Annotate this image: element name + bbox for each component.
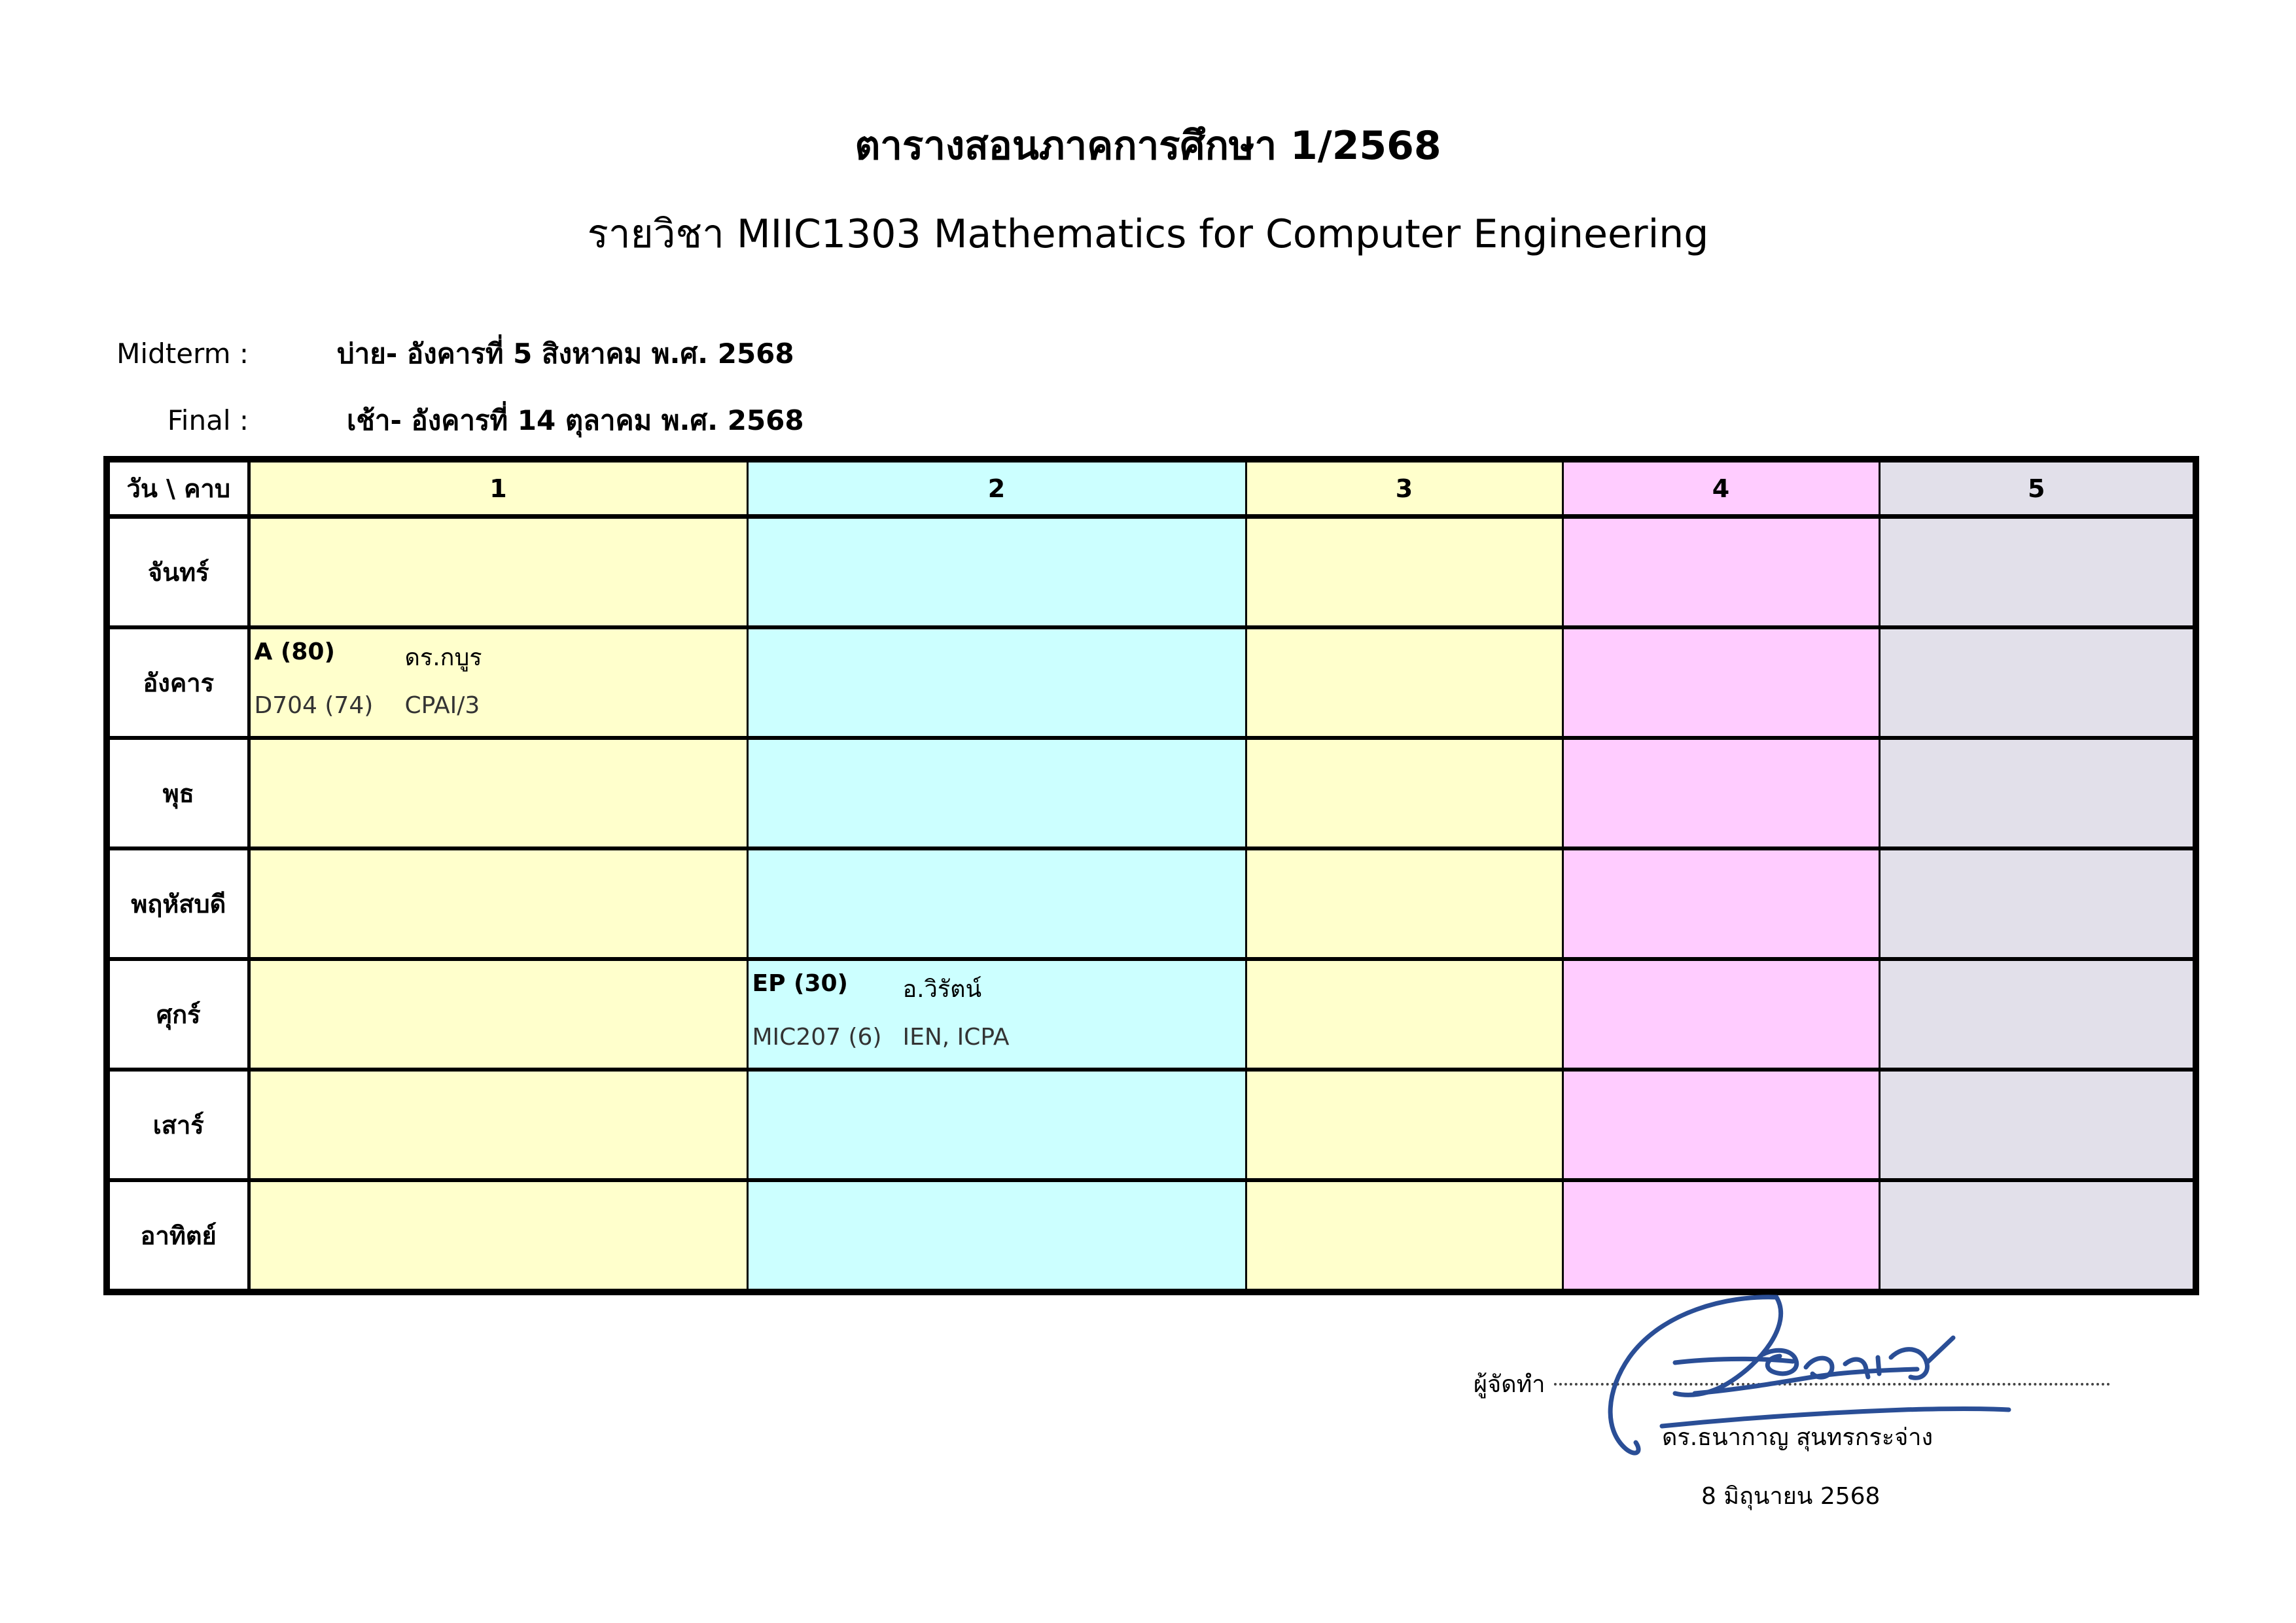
slot-cell (1246, 627, 1563, 738)
slot-cell (1879, 1070, 2196, 1180)
section-label: A (80) (254, 638, 335, 665)
day-label: พุธ (107, 738, 249, 848)
period-header-4: 4 (1563, 459, 1879, 517)
slot-cell (747, 1180, 1246, 1292)
slot-cell (747, 738, 1246, 848)
schedule-title: ตารางสอนภาคการศึกษา 1/2568 (855, 123, 1441, 169)
slot-cell (1563, 1180, 1879, 1292)
prepared-by-label: ผู้จัดทำ (1474, 1371, 1545, 1398)
course-title: รายวิชา MIIC1303 Mathematics for Computer Engineering (587, 211, 1709, 257)
day-row-saturday (107, 1070, 2196, 1180)
slot-cell (249, 1180, 747, 1292)
class-entry (749, 961, 1245, 1068)
slot-cell-fri-p2 (747, 959, 1246, 1070)
slot-cell (1879, 738, 2196, 848)
day-label: จันทร์ (107, 517, 249, 628)
program-label: IEN, ICPA (902, 1024, 1010, 1051)
slot-cell (1246, 517, 1563, 628)
day-label: ศุกร์ (107, 959, 249, 1070)
final-label: Final : (167, 404, 249, 436)
slot-cell (249, 1070, 747, 1180)
corner-header: วัน \ คาบ (107, 459, 249, 517)
signature-date: 8 มิถุนายน 2568 (1701, 1483, 1881, 1510)
slot-cell (1879, 959, 2196, 1070)
period-header-5: 5 (1879, 459, 2196, 517)
slot-cell (747, 517, 1246, 628)
program-label: CPAI/3 (404, 692, 480, 719)
timetable (103, 456, 2199, 1295)
day-row-friday (107, 959, 2196, 1070)
signer-name: ดร.ธนากาญ สุนทรกระจ่าง (1662, 1424, 1934, 1451)
day-label: อาทิตย์ (107, 1180, 249, 1292)
day-row-monday (107, 517, 2196, 628)
day-row-tuesday (107, 627, 2196, 738)
day-row-thursday (107, 848, 2196, 959)
slot-cell (1563, 517, 1879, 628)
midterm-date: บ่าย- อังคารที่ 5 สิงหาคม พ.ศ. 2568 (337, 338, 794, 370)
slot-cell (1246, 738, 1563, 848)
final-date: เช้า- อังคารที่ 14 ตุลาคม พ.ศ. 2568 (347, 404, 804, 436)
teacher-name: ดร.กบูร (404, 644, 482, 671)
slot-cell (1563, 627, 1879, 738)
period-header-row (107, 459, 2196, 517)
room-label: MIC207 (6) (752, 1024, 882, 1051)
slot-cell (249, 848, 747, 959)
room-label: D704 (74) (254, 692, 374, 719)
slot-cell-tue-p1 (249, 627, 747, 738)
handwritten-signature (1597, 1285, 2028, 1462)
day-label: อังคาร (107, 627, 249, 738)
slot-cell (1246, 848, 1563, 959)
slot-cell (1563, 1070, 1879, 1180)
day-row-wednesday (107, 738, 2196, 848)
slot-cell (747, 1070, 1246, 1180)
slot-cell (1879, 848, 2196, 959)
day-label: เสาร์ (107, 1070, 249, 1180)
midterm-label: Midterm : (116, 338, 249, 370)
slot-cell (249, 517, 747, 628)
slot-cell (1879, 627, 2196, 738)
slot-cell (1879, 517, 2196, 628)
period-header-1: 1 (249, 459, 747, 517)
slot-cell (1246, 1180, 1563, 1292)
slot-cell (747, 848, 1246, 959)
slot-cell (1879, 1180, 2196, 1292)
period-header-3: 3 (1246, 459, 1563, 517)
slot-cell (1563, 848, 1879, 959)
slot-cell (1563, 959, 1879, 1070)
day-label: พฤหัสบดี (107, 848, 249, 959)
slot-cell (249, 738, 747, 848)
slot-cell (1246, 1070, 1563, 1180)
class-entry (251, 629, 747, 736)
day-row-sunday (107, 1180, 2196, 1292)
period-header-2: 2 (747, 459, 1246, 517)
slot-cell (1563, 738, 1879, 848)
slot-cell (249, 959, 747, 1070)
slot-cell (1246, 959, 1563, 1070)
section-label: EP (30) (752, 970, 849, 997)
teacher-name: อ.วิรัตน์ (902, 976, 982, 1003)
slot-cell (747, 627, 1246, 738)
